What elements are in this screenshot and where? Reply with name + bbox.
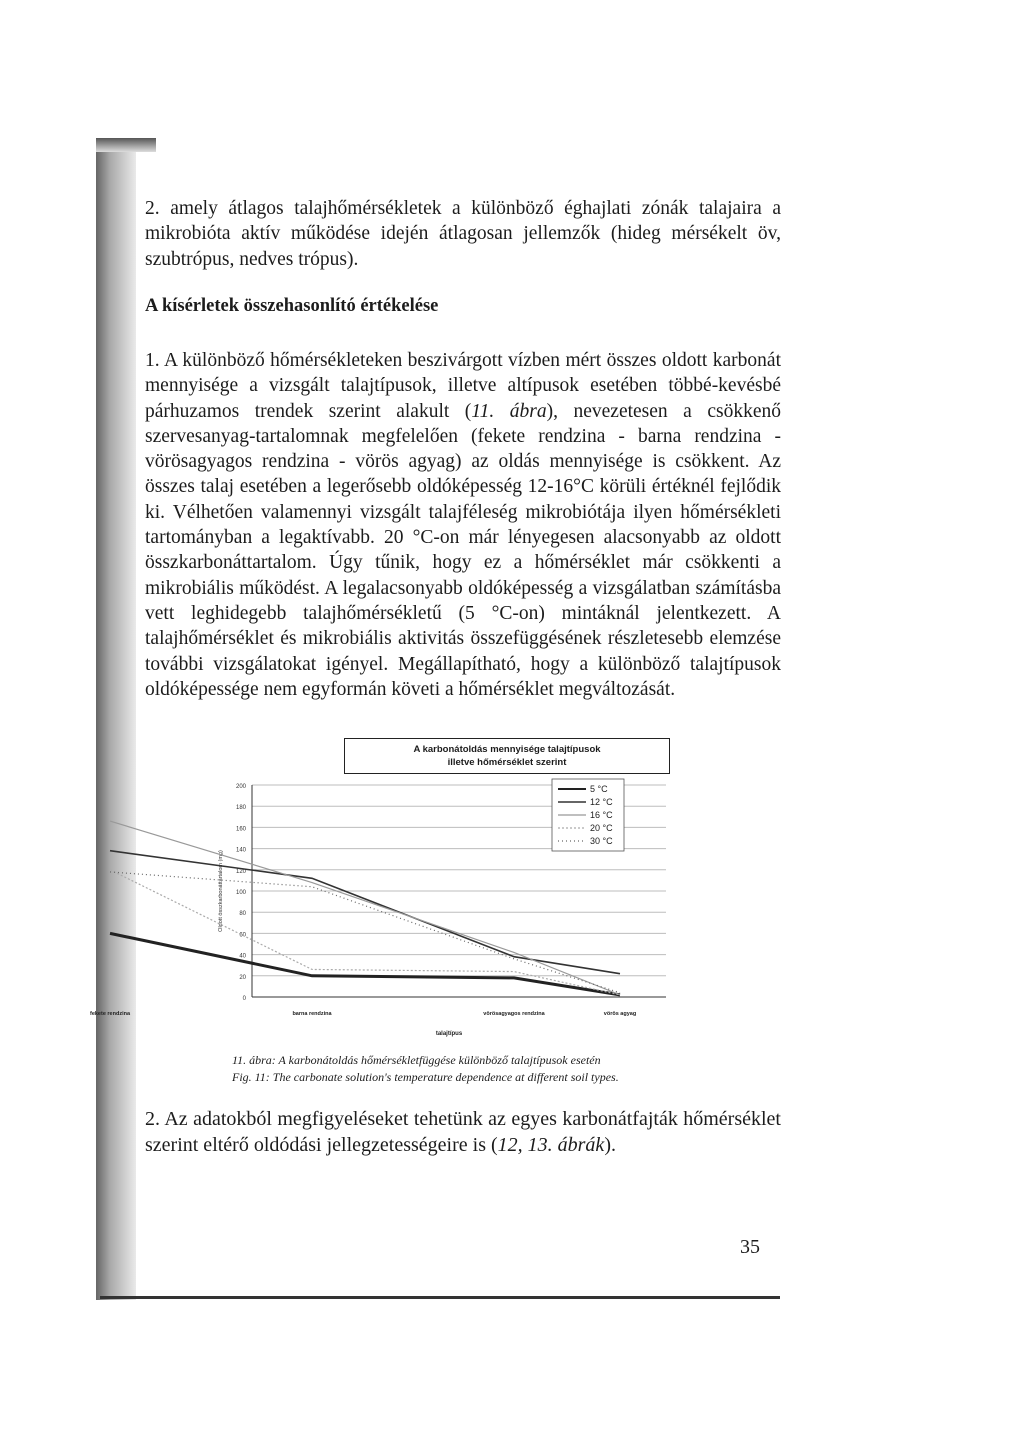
figure-reference: 12, 13. ábrák bbox=[497, 1134, 605, 1156]
y-tick-label: 160 bbox=[235, 826, 246, 833]
x-tick-label: vörös agyag bbox=[603, 1011, 637, 1017]
paragraph-text: ), nevezetesen a csökkenő szervesanyag-tartalomnak megfelelően (fekete rendzina - barna rendzina - vörösagyagos rendzina - vörös agyag) az oldás mennyisége is csökkent. Az összes talaj esetében a legerősebb oldóképesség 12-16°C körüli értéknél fejlődik ki. Vélhetően valamennyi vizsgált talajféleség mikrobiótája ilyen hőmérsékleti tartományban a legaktívabb. 20 °C-on már lényegesen alacsonyabb az oldott összkarbonáttartalom. Úgy tűnik, hogy ez a hőmérséklet már csökkenti a mikrobiális működést. A legalacsonyabb oldóképesség a vizsgálatban számításba vett leghidegebb talajhőmérsékletű (5 °C-on) mintáknál jelentkezett. A talajhőmérséklet és mikrobiális aktivitás összefüggésének részletesebb elemzése további vizsgálatokat igényel. Megállapítható, hogy a különböző talajtípusok oldóképessége nem egyformán követi a hőmérséklet megváltozását. bbox=[145, 400, 781, 700]
chart-title: A karbonátoldás mennyisége talajtípusok bbox=[413, 744, 601, 755]
page-edge-shadow bbox=[96, 140, 136, 1300]
caption-english: Fig. 11: The carbonate solution's temperature dependence at different soil types. bbox=[232, 1070, 619, 1084]
closing-paragraph bbox=[145, 1106, 781, 1158]
chart-subtitle: illetve hőmérséklet szerint bbox=[447, 757, 567, 768]
chart-title-box bbox=[344, 738, 670, 774]
y-tick-label: 40 bbox=[239, 953, 246, 960]
y-tick-label: 140 bbox=[235, 847, 246, 854]
y-axis-label: Oldott összkarbonáttartalom (mg) bbox=[218, 850, 224, 932]
section-heading: A kísérletek összehasonlító értékelése bbox=[145, 296, 439, 316]
page-edge-corner bbox=[96, 138, 156, 152]
y-tick-label: 180 bbox=[235, 805, 246, 812]
y-tick-label: 100 bbox=[235, 890, 246, 896]
y-tick-label: 80 bbox=[239, 911, 246, 918]
y-tick-label: 20 bbox=[239, 974, 246, 981]
line-chart bbox=[89, 775, 680, 1045]
series-line-4 bbox=[110, 872, 620, 993]
y-tick-label: 200 bbox=[235, 784, 246, 790]
legend-label: 20 °C bbox=[590, 823, 613, 833]
paragraph-text: 2. Az adatokból megfigyeléseket tehetünk az egyes karbonátfajták hőmérséklet szerint eltérő oldódási jellegzetességeire is ( bbox=[145, 1108, 781, 1156]
legend-label: 12 °C bbox=[590, 797, 613, 807]
legend-label: 16 °C bbox=[590, 810, 613, 820]
legend-label: 5 °C bbox=[590, 784, 608, 794]
x-tick-label: fekete rendzina bbox=[89, 1011, 131, 1017]
x-tick-label: barna rendzina bbox=[292, 1011, 332, 1017]
page-bottom-edge bbox=[100, 1296, 780, 1299]
intro-paragraph: 2. amely átlagos talajhőmérsékletek a különböző éghajlati zónák talajaira a mikrobióta aktív működése idején átlagosan jellemzők (hideg mérsékelt öv, szubtrópus, nedves trópus). bbox=[145, 198, 781, 270]
caption-hungarian: 11. ábra: A karbonátoldás hőmérsékletfüggése különböző talajtípusok esetén bbox=[232, 1053, 601, 1067]
figure-reference: 11. ábra bbox=[471, 400, 547, 422]
page-number: 35 bbox=[740, 1236, 760, 1258]
y-tick-label: 0 bbox=[242, 996, 246, 1002]
x-axis-label: talajtípus bbox=[435, 1031, 463, 1037]
legend-label: 30 °C bbox=[590, 836, 613, 846]
x-tick-label: vörösagyagos rendzina bbox=[483, 1011, 545, 1017]
paragraph-text: ). bbox=[604, 1134, 616, 1156]
paragraph-text: 1. A különböző hőmérsékleteken beszivárgott vízben mért összes oldott karbonát mennyisége a vizsgált talajtípusok, illetve altípusok esetében többé-kevésbé párhuzamos trendek szerint alakult ( bbox=[145, 350, 781, 422]
evaluation-paragraph bbox=[145, 348, 781, 702]
y-tick-label: 60 bbox=[239, 932, 246, 939]
y-tick-label: 120 bbox=[235, 868, 246, 875]
figure-caption bbox=[232, 1052, 732, 1086]
